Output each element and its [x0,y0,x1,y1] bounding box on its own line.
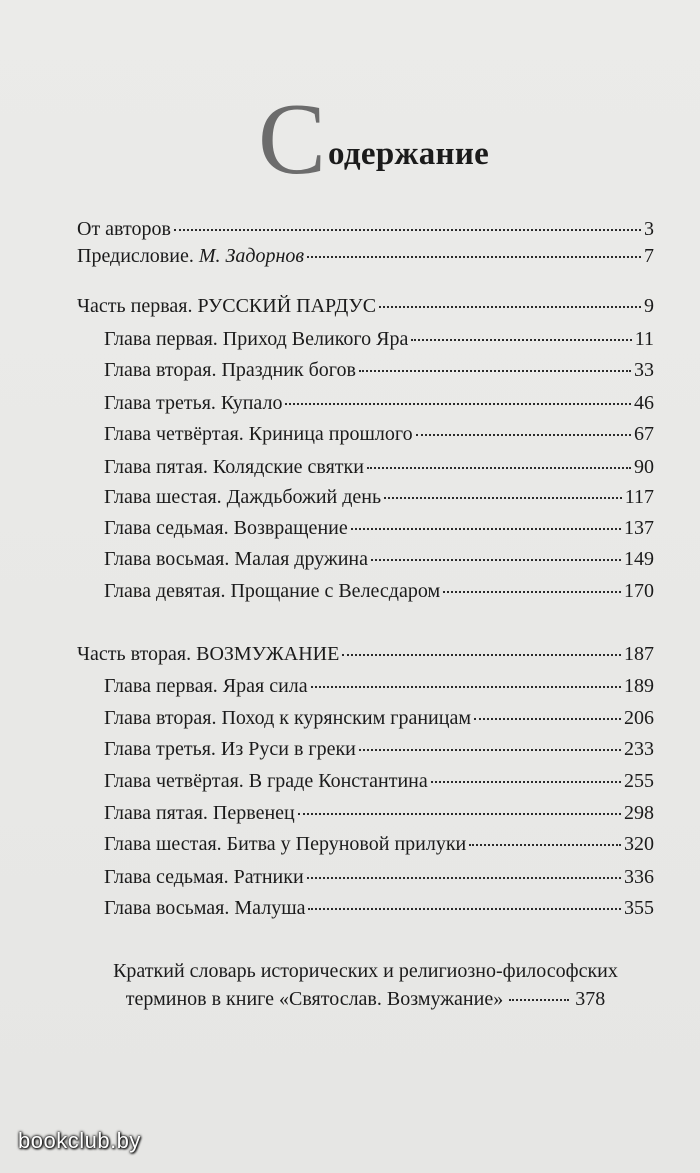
toc-chapter [104,673,654,699]
toc-chapter [104,326,654,352]
part-title: Часть вторая. ВОЗМУЖАНИЕ [77,643,340,665]
toc-chapter [104,831,654,857]
heading-drop-cap: С [258,83,327,196]
chapter-title: Глава вторая. Поход к курянским границам [104,707,471,729]
chapter-title: Глава седьмая. Ратники [104,866,304,888]
chapter-title: Глава вторая. Праздник богов [104,359,356,381]
chapter-title: Глава девятая. Прощание с Велесдаром [104,580,441,602]
dot-leader [308,908,621,910]
toc-page-number: 117 [624,486,654,508]
toc-page-number: 7 [644,245,654,267]
toc-page-number: 67 [634,423,654,445]
toc-page-number: 255 [624,770,654,792]
dot-leader [379,306,641,308]
chapter-title: Глава первая. Ярая сила [104,675,308,697]
dot-leader [351,528,621,530]
toc-page-number: 298 [624,802,654,824]
dot-leader [431,781,621,783]
toc-entry-authors [77,216,654,242]
part-title: Часть первая. РУССКИЙ ПАРДУС [77,295,377,317]
toc-page-number: 378 [575,988,606,1010]
dot-leader [411,339,631,341]
dictionary-title-text: терминов в книге «Святослав. Возмужание» [125,988,504,1010]
dictionary-title-line-1: Краткий словарь исторических и религиозно-философских [113,960,618,982]
dictionary-title-line-2 [77,985,654,1013]
toc-page-number: 11 [634,328,654,350]
toc-page-number: 149 [624,548,654,570]
dot-leader [416,434,631,436]
toc-page-number: 170 [624,580,654,602]
toc-page-number: 355 [624,897,654,919]
toc-chapter [104,895,654,921]
dot-leader [474,718,621,720]
dot-leader [443,591,621,593]
chapter-title: Глава четвёртая. В граде Константина [104,770,428,792]
toc-chapter [104,421,654,447]
toc-page-number: 90 [634,456,654,478]
dot-leader [384,497,622,499]
toc-page-number: 233 [624,738,654,760]
dot-leader [307,877,621,879]
toc-page-number: 336 [624,866,654,888]
chapter-title: Глава пятая. Колядские святки [104,456,364,478]
toc-page-number: 137 [624,517,654,539]
dot-leader [311,686,621,688]
dot-leader [371,559,621,561]
toc-chapter [104,390,654,416]
toc-entry-preface [77,243,654,269]
chapter-title: Глава шестая. Битва у Перуновой прилуки [104,833,467,855]
toc-chapter [104,546,654,572]
toc-page-number: 9 [644,295,654,317]
toc-page-number: 3 [644,218,654,240]
toc-page-number: 46 [634,392,654,414]
dot-leader [174,229,641,231]
toc-entry-label: Предисловие. М. Задорнов [77,245,305,267]
chapter-title: Глава шестая. Даждьбожий день [104,486,382,508]
toc-chapter [104,484,654,510]
toc-part-one [77,293,654,319]
chapter-title: Глава третья. Купало [104,392,283,414]
toc-chapter [104,454,654,480]
preface-author: М. Задорнов [198,245,305,267]
toc-part-two [77,641,654,667]
toc-chapter [104,736,654,762]
dot-leader [307,256,641,258]
chapter-title: Глава восьмая. Малуша [104,897,306,919]
chapter-title: Глава четвёртая. Криница прошлого [104,423,413,445]
dot-leader [509,999,569,1001]
toc-page-number: 33 [634,359,654,381]
dot-leader [285,403,631,405]
toc-page-number: 320 [624,833,654,855]
site-watermark: bookclub.by [18,1128,141,1153]
dot-leader [359,749,621,751]
toc-chapter [104,357,654,383]
chapter-title: Глава пятая. Первенец [104,802,295,824]
heading-text: одержание [328,136,490,172]
toc-chapter [104,768,654,794]
toc-page-number: 189 [624,675,654,697]
toc-entry-label: От авторов [77,218,171,240]
dot-leader [342,654,621,656]
toc-chapter [104,578,654,604]
dot-leader [367,467,631,469]
chapter-title: Глава седьмая. Возвращение [104,517,348,539]
toc-chapter [104,800,654,826]
toc-chapter [104,864,654,890]
dot-leader [469,844,621,846]
chapter-title: Глава третья. Из Руси в греки [104,738,356,760]
toc-chapter [104,705,654,731]
contents-heading [258,83,490,196]
toc-chapter [104,515,654,541]
toc-page-number: 206 [624,707,654,729]
chapter-title: Глава первая. Приход Великого Яра [104,328,409,350]
dot-leader [298,813,621,815]
dot-leader [359,370,631,372]
toc-entry-dictionary [77,957,654,1013]
chapter-title: Глава восьмая. Малая дружина [104,548,369,570]
toc-page-number: 187 [624,643,654,665]
